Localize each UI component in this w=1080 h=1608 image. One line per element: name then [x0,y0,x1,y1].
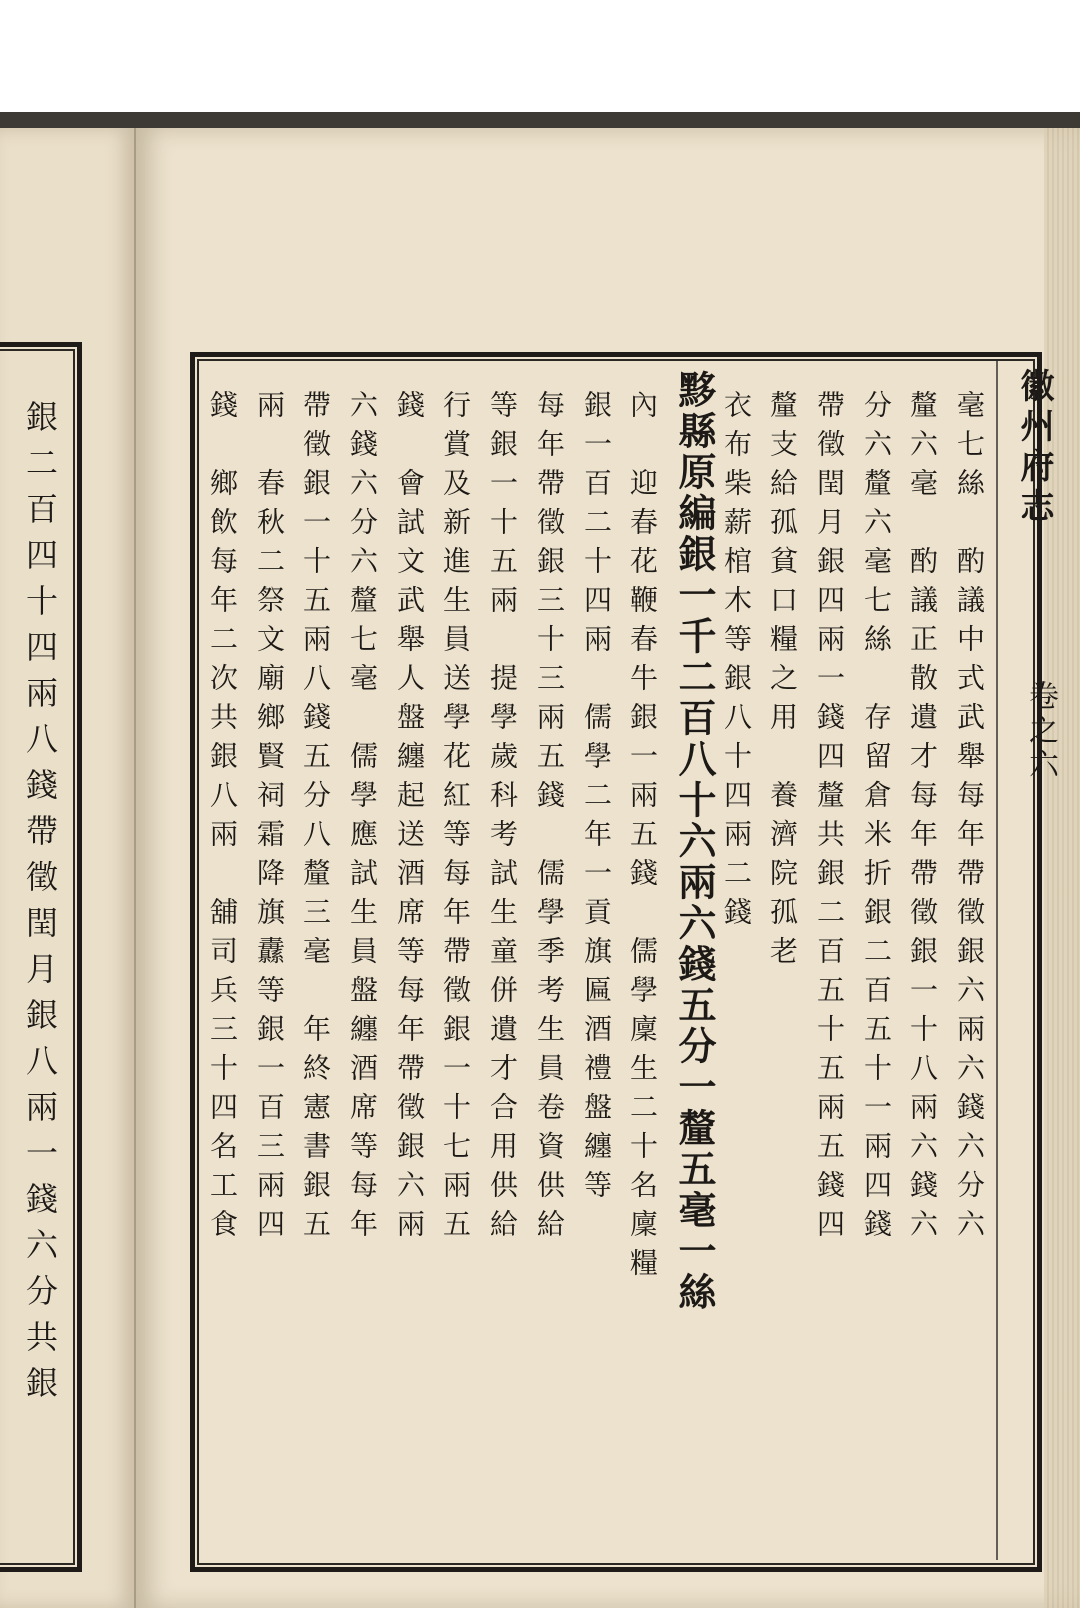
text-column-10: 每年帶徵銀三十三兩五錢 儒學季考生員卷資供給 [533,390,566,1248]
left-page-text-column: 銀二百四十四兩八錢帶徵閏月銀八兩一錢六分共銀 [21,400,59,1412]
text-column-15: 帶徵銀一十五兩八錢五分八釐三毫 年終憲書銀五 [299,390,332,1248]
juan-label: 卷之六 [1023,680,1058,782]
fold-margin-rule [996,360,998,1560]
text-column-8: 內 迎春花鞭春牛銀一兩五錢 儒學廩生二十名廩糧 [626,390,659,1287]
text-column-16: 兩 春秋二祭文廟鄉賢祠霜降旗纛等銀一百三兩四 [253,390,286,1248]
text-column-17: 錢 鄉飲每年二次共銀八兩 舖司兵三十四名工食 [206,390,239,1248]
text-column-5: 釐支給孤貧口糧之用 養濟院孤老 [766,390,799,975]
text-column-9: 銀一百二十四兩 儒學二年一貢旗匾酒禮盤纏等 [580,390,613,1209]
text-column-1: 毫七絲 酌議中式武舉每年帶徵銀六兩六錢六分六 [953,390,986,1248]
text-column-3: 分六釐六毫七絲 存留倉米折銀二百五十一兩四錢 [860,390,893,1248]
text-column-2: 釐六毫 酌議正散遺才每年帶徵銀一十八兩六錢六 [906,390,939,1248]
text-column-14: 六錢六分六釐七毫 儒學應試生員盤纏酒席等每年 [346,390,379,1248]
book-title: 徽州府志 [1014,368,1054,528]
text-column-13: 錢 會試文武舉人盤纏起送酒席等每年帶徵銀六兩 [393,390,426,1248]
page-edge-strip [1044,128,1080,1608]
text-column-4: 帶徵閏月銀四兩一錢四釐共銀二百五十五兩五錢四 [813,390,846,1248]
text-column-6: 衣布柴薪棺木等銀八十四兩二錢 [720,390,753,936]
text-column-11: 等銀一十五兩 提學歲科考試生童併遺才合用供給 [486,390,519,1248]
text-column-12: 行賞及新進生員送學花紅等每年帶徵銀一十七兩五 [439,390,472,1248]
text-column-7-heading: 黟縣原編銀一千二百八十六兩六錢五分一釐五毫一絲 [672,370,717,1313]
